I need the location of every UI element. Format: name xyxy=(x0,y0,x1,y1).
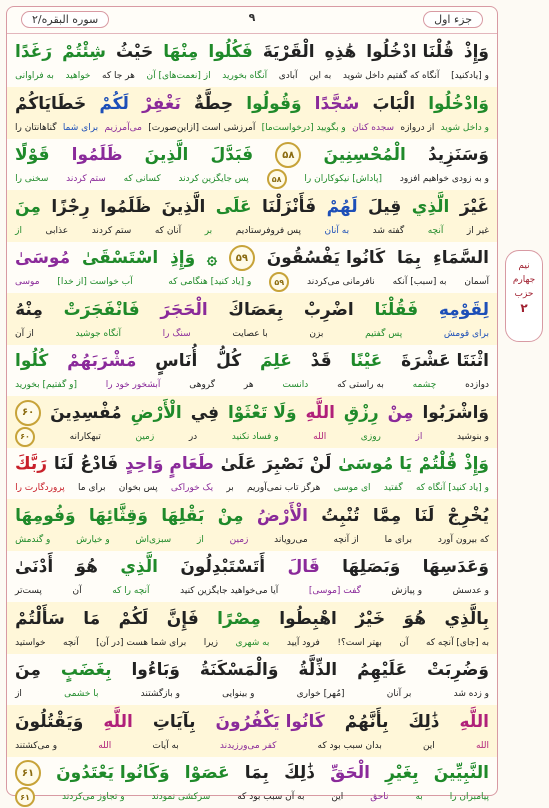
translation-word: الله xyxy=(98,740,112,751)
ayah-number-marker: ۶۱ xyxy=(15,760,41,786)
translation-word: از xyxy=(197,534,204,545)
arabic-word: مَشْرَبَهُمْ xyxy=(67,351,137,371)
hizb-label: حزب xyxy=(514,289,534,299)
arabic-word: الْأَرْضُ xyxy=(256,505,308,526)
arabic-line xyxy=(15,140,489,170)
translation-word: و به زودی خواهیم افزود xyxy=(399,174,489,184)
translation-word: می‌آمرزیم xyxy=(104,122,142,133)
translation-word: آنگاه بخورید xyxy=(222,71,268,81)
arabic-word: يَا مُوسَىٰ xyxy=(338,454,412,474)
ayah-number-marker: ۵۹ xyxy=(269,272,289,292)
arabic-line xyxy=(15,449,489,479)
translation-word: این xyxy=(422,740,435,751)
arabic-line xyxy=(15,552,489,582)
translation-word: موسی xyxy=(15,277,40,287)
translation-word: آن xyxy=(399,637,409,648)
translation-word: آنچه xyxy=(427,225,444,236)
translation-word: هر xyxy=(243,380,254,390)
arabic-word: كُلُوا xyxy=(15,351,49,371)
translation-word: ای موسی xyxy=(333,483,371,493)
arabic-word: لِقَوْمِهِ xyxy=(438,299,489,320)
arabic-word: وَضُرِبَتْ xyxy=(427,660,489,680)
arabic-word: اهْبِطُوا xyxy=(279,608,337,629)
arabic-word: ذَٰلِكَ xyxy=(408,711,440,732)
translation-word: زمین xyxy=(229,534,249,545)
translation-word: [مُهر] خواری xyxy=(296,689,345,699)
translation-word: از آن xyxy=(15,328,34,339)
translation-word: از xyxy=(15,225,22,236)
translation-word: برای ما xyxy=(78,483,106,493)
arabic-word: اثْنَتَا عَشْرَةَ xyxy=(401,351,489,371)
translation-word: فرود آیید xyxy=(286,637,320,648)
arabic-word: مِنْهُ xyxy=(15,299,43,320)
translation-word: آمرزشی است [ازاین‌صورت] xyxy=(148,122,256,133)
translation-word: از xyxy=(415,431,423,442)
arabic-word: السَّمَاءِ xyxy=(433,248,489,268)
arabic-word: عَلَىٰ xyxy=(220,454,257,474)
arabic-word: وَكَانُوا يَعْتَدُونَ xyxy=(56,763,170,783)
arabic-line xyxy=(15,243,489,273)
translation-word: به [جای] آنچه که xyxy=(425,637,489,648)
translation-line xyxy=(15,583,489,599)
arabic-word: وَلَا تَعْثَوْا xyxy=(227,402,297,423)
arabic-word: عَلِمَ xyxy=(259,351,292,371)
arabic-word: وَإِذِ xyxy=(170,248,196,268)
translation-word: با عصایت xyxy=(232,328,268,339)
arabic-word: لَنَا xyxy=(414,505,435,526)
translation-word: و گندمش xyxy=(15,534,51,545)
verse-row xyxy=(7,138,497,190)
translation-line xyxy=(15,120,489,136)
arabic-word: رِزْقِ xyxy=(343,402,379,423)
translation-word: الله xyxy=(475,740,489,751)
ayah-number-marker: ۵۸ xyxy=(267,169,287,189)
translation-word: سخنی را xyxy=(15,174,49,184)
translation-word: یک خوراکی xyxy=(170,483,214,493)
arabic-word: رَبَّكَ xyxy=(15,454,48,474)
arabic-word: مَا xyxy=(83,608,101,629)
translation-line xyxy=(15,635,489,651)
arabic-line xyxy=(15,346,489,376)
arabic-word: بِآيَاتِ xyxy=(152,711,196,732)
arabic-word: مِصْرًا xyxy=(217,608,261,629)
arabic-word: وَسَنَزِيدُ xyxy=(427,145,489,165)
translation-word: برای شما هست [در آن] xyxy=(96,637,187,648)
arabic-word: أُنَاسٍ xyxy=(155,351,198,371)
verse-row xyxy=(7,447,497,499)
translation-word: پس فروفرستادیم xyxy=(235,225,301,236)
arabic-word: مِنْهَا xyxy=(163,42,199,62)
arabic-word: الَّذِينَ xyxy=(161,196,206,217)
arabic-word: فَإِنَّ xyxy=(166,608,199,629)
translation-word: چشمه xyxy=(412,380,437,390)
arabic-word: لَنْ نَصْبِرَ xyxy=(263,454,332,474)
page-number: ۹ xyxy=(248,11,256,24)
translation-word: خواستید xyxy=(15,637,46,648)
translation-word: بدان سبب بود که xyxy=(317,740,382,751)
translation-word: و داخل شوید xyxy=(440,122,489,133)
mushaf-page xyxy=(6,6,498,802)
translation-word: از آنچه xyxy=(333,534,359,545)
translation-word: پروردگارت را xyxy=(15,483,65,493)
arabic-word: مِنْ xyxy=(217,505,244,526)
juz-label: جزء اول xyxy=(423,11,483,28)
arabic-word: بِأَنَّهُمْ xyxy=(344,711,389,732)
verse-row xyxy=(7,35,497,87)
arabic-word: مِنَ xyxy=(15,196,41,217)
translation-word: و زده شد xyxy=(453,689,489,699)
arabic-word: هَٰذِهِ xyxy=(324,42,357,62)
translation-word: دوازده xyxy=(465,380,489,390)
arabic-word: بِعَصَاكَ xyxy=(228,299,284,320)
translation-word: و بگویید [درخواست‌ما] xyxy=(261,122,346,133)
translation-line xyxy=(15,377,489,393)
translation-word: ناحق xyxy=(370,792,389,802)
arabic-word: لَهُمْ xyxy=(326,196,358,217)
translation-word: آب خواست [از خدا] xyxy=(57,277,133,287)
arabic-word: مُفْسِدِينَ xyxy=(50,402,122,423)
translation-word: بهتر است؟! xyxy=(337,637,382,648)
translation-word: خواهید xyxy=(65,71,91,81)
arabic-word: النَّبِيِّينَ xyxy=(433,763,489,783)
translation-line xyxy=(15,686,489,702)
ayah-number-marker: ۶۰ xyxy=(15,400,41,426)
arabic-word: كُلُّ xyxy=(216,351,242,371)
translation-word: برای شما xyxy=(62,122,99,133)
translation-word: گفتید xyxy=(383,483,403,493)
arabic-word: اضْرِبْ xyxy=(303,299,354,320)
translation-line xyxy=(15,532,489,548)
arabic-word: وَقُولُوا xyxy=(246,93,302,114)
translation-word: سجده کنان xyxy=(352,122,395,133)
translation-word: به آیات xyxy=(152,740,179,751)
arabic-line xyxy=(15,37,489,67)
page-header xyxy=(7,7,497,34)
arabic-word: وَإِذْ xyxy=(463,454,489,474)
arabic-word: وَقِثَّائِهَا xyxy=(88,505,148,526)
translation-word: به این xyxy=(309,71,332,81)
translation-word: زیرا xyxy=(203,637,219,648)
arabic-word: سَأَلْتُمْ xyxy=(15,608,65,629)
translation-word: [پاداش] نیکوکاران را xyxy=(304,174,383,184)
translation-word: از xyxy=(15,689,22,699)
arabic-word: شِئْتُمْ xyxy=(62,42,107,62)
translation-word: و بینوایی xyxy=(222,689,255,699)
arabic-word: وَبَاءُوا xyxy=(131,660,180,680)
translation-word: از دروازه xyxy=(400,122,435,133)
translation-word: و بازگشتند xyxy=(140,689,180,699)
arabic-word: اسْتَسْقَىٰ xyxy=(81,248,159,268)
arabic-word: لَكُمْ xyxy=(99,93,129,114)
translation-word: و می‌کشتند xyxy=(15,740,58,751)
arabic-word: لَكُمْ xyxy=(118,608,149,629)
translation-word: دانست xyxy=(282,380,309,390)
arabic-word: مِنْ xyxy=(387,402,414,423)
translation-word: غیر از xyxy=(466,225,489,236)
arabic-word: عَيْنًا xyxy=(350,351,383,371)
translation-word: که بیرون آورد xyxy=(437,534,489,545)
arabic-word: قُلْنَا ادْخُلُوا xyxy=(366,42,454,62)
translation-line xyxy=(15,326,489,342)
arabic-word: وَاشْرَبُوا xyxy=(422,402,489,423)
translation-word: تبهکارانه xyxy=(69,431,101,442)
surah-label: سوره البقره/۲ xyxy=(21,11,109,28)
arabic-word: بَقْلِهَا xyxy=(161,505,205,526)
arabic-word: هُوَ xyxy=(403,608,426,629)
arabic-word: اللَّهِ xyxy=(459,711,489,732)
translation-word: پیامبران را xyxy=(449,792,489,802)
arabic-word: وَبَصَلِهَا xyxy=(342,557,401,577)
arabic-word: قُلْتُمْ xyxy=(418,454,458,474)
translation-word: هرگز تاب نمی‌آوریم xyxy=(247,483,321,493)
translation-line xyxy=(15,171,489,187)
translation-word: نافرمانی می‌کردند xyxy=(307,277,375,287)
translation-word: به شهری xyxy=(235,637,270,648)
translation-word: آبشخور خود را xyxy=(105,380,161,390)
verse-row xyxy=(7,396,497,448)
translation-word: و [یاد کنید] آنگاه که xyxy=(415,483,489,493)
ayah-number-marker: ۵۹ xyxy=(229,245,255,271)
arabic-word: حَيْثُ xyxy=(116,42,154,62)
translation-word: به راستی که xyxy=(337,380,384,390)
arabic-word: الْمُحْسِنِينَ xyxy=(323,145,406,165)
arabic-word: فَأَنْزَلْنَا xyxy=(261,196,317,217)
translation-word: آن xyxy=(72,586,82,596)
translation-word: برای ما xyxy=(384,534,413,545)
arabic-line xyxy=(15,604,489,634)
translation-word: گفته شد xyxy=(372,225,405,236)
verse-row xyxy=(7,87,497,139)
translation-word: در xyxy=(188,431,198,442)
arabic-word: وَيَقْتُلُونَ xyxy=(15,711,84,732)
arabic-word: مِنَ xyxy=(15,660,41,680)
verse-row xyxy=(7,602,497,654)
arabic-word: ظَلَمُوا xyxy=(100,196,152,217)
verse-row xyxy=(7,190,497,242)
translation-word: بر آنان xyxy=(386,689,412,699)
arabic-word: بِمَا xyxy=(396,248,422,268)
translation-word: و [یادکنید] xyxy=(451,71,489,81)
translation-word: روزی xyxy=(360,431,381,442)
translation-word: این xyxy=(331,792,344,802)
translation-word: بزن xyxy=(309,328,324,339)
hizb-quarter-label: نیم جهارم xyxy=(512,261,536,285)
arabic-word: رِجْزًا xyxy=(51,196,90,217)
arabic-word: الَّذِي xyxy=(411,196,450,217)
translation-word: کفر می‌ورزیدند xyxy=(219,740,277,751)
translation-word: هر جا که xyxy=(102,71,135,81)
arabic-word: طَعَامٍ وَاحِدٍ xyxy=(124,454,214,474)
arabic-word: الْأَرْضِ xyxy=(130,402,182,423)
arabic-word: هُوَ xyxy=(75,557,98,577)
translation-word: سبزی‌اش xyxy=(135,534,172,545)
translation-line xyxy=(15,223,489,239)
arabic-word: ذَٰلِكَ xyxy=(284,763,315,783)
translation-word: ستم کردند xyxy=(66,174,106,184)
translation-word: و پیازش xyxy=(391,586,423,596)
arabic-word: الْحَقِّ xyxy=(330,763,370,783)
arabic-line xyxy=(15,758,489,788)
translation-word: به آن سبب بود که xyxy=(237,792,305,802)
translation-word: آیا می‌خواهید جایگزین کنید xyxy=(180,586,279,596)
arabic-line xyxy=(15,501,489,531)
translation-line xyxy=(15,429,489,445)
arabic-word: فَادْعُ xyxy=(80,454,119,474)
arabic-word: تُنْبِتُ xyxy=(321,505,360,526)
translation-word: زمین xyxy=(135,431,155,442)
arabic-word: قِيلَ xyxy=(368,196,402,217)
verse-row xyxy=(7,344,497,396)
translation-word: آنچه xyxy=(63,637,79,648)
verse-row xyxy=(7,756,497,808)
translation-word: گناهانتان را xyxy=(15,122,57,133)
arabic-word: الذِّلَّةُ xyxy=(298,660,338,680)
translation-word: به فراوانی xyxy=(15,71,54,81)
arabic-line xyxy=(15,89,489,119)
arabic-word: بِمَا xyxy=(244,763,269,783)
arabic-word: فَقُلْنَا xyxy=(374,299,419,320)
arabic-word: اللَّهِ xyxy=(103,711,133,732)
arabic-word: الْحَجَرَ xyxy=(160,299,208,320)
translation-word: آنان که xyxy=(154,225,182,236)
translation-word: و عدسش xyxy=(452,586,489,596)
arabic-word: فِي xyxy=(190,402,220,423)
arabic-word: غَيْرَ xyxy=(459,196,489,217)
arabic-word: ۞ xyxy=(207,248,218,269)
arabic-word: مُوسَىٰ xyxy=(15,248,71,268)
arabic-word: لَنَا xyxy=(53,454,74,474)
translation-word: عذابی xyxy=(45,225,69,236)
translation-word: بر xyxy=(226,483,234,493)
translation-word: برای قومش xyxy=(443,328,489,339)
arabic-word: كَانُوا يَفْسُقُونَ xyxy=(266,248,386,268)
verse-row xyxy=(7,550,497,602)
verse-row xyxy=(7,241,497,293)
verse-row xyxy=(7,705,497,757)
arabic-word: وَإِذْ xyxy=(463,42,489,62)
translation-word: پس بخوان xyxy=(118,483,158,493)
hizb-number: ۲ xyxy=(520,301,528,315)
hizb-marker xyxy=(505,250,543,342)
arabic-word: وَالْمَسْكَنَةُ xyxy=(199,660,279,680)
arabic-line xyxy=(15,192,489,222)
arabic-line xyxy=(15,398,489,428)
translation-word: و تجاوز می‌کردند xyxy=(61,792,125,802)
translation-word: آنگاه جوشید xyxy=(75,328,121,339)
arabic-word: كَانُوا يَكْفُرُونَ xyxy=(215,711,325,732)
translation-word: پس جایگزین کردند xyxy=(178,174,249,184)
translation-word: الله xyxy=(313,431,327,442)
translation-line xyxy=(15,738,489,754)
arabic-word: وَفُومِهَا xyxy=(15,505,76,526)
arabic-word: خَيْرٌ xyxy=(355,608,386,629)
arabic-word: فَانْفَجَرَتْ xyxy=(63,299,140,320)
arabic-word: بِغَضَبٍ xyxy=(60,660,112,680)
arabic-word: عَلَيْهِمُ xyxy=(357,660,408,680)
arabic-word: مِمَّا xyxy=(372,505,402,526)
translation-word: و خیارش xyxy=(76,534,110,545)
translation-word: و [یاد کنید] هنگامی که xyxy=(168,277,252,287)
translation-line xyxy=(15,274,489,290)
translation-word: آبادی xyxy=(278,71,298,81)
translation-word: و بنوشید xyxy=(456,431,489,442)
arabic-word: أَتَسْتَبْدِلُونَ xyxy=(180,557,266,577)
arabic-word: وَعَدَسِهَا xyxy=(422,557,489,577)
arabic-word: اللَّهِ xyxy=(305,402,335,423)
translation-word: با خشمی xyxy=(64,689,99,699)
translation-word: کسانی که xyxy=(123,174,161,184)
arabic-word: سُجَّدًا xyxy=(314,93,360,114)
arabic-word: خَطَايَاكُمْ xyxy=(15,93,87,114)
translation-word: ستم کردند xyxy=(91,225,132,236)
arabic-word: ظَلَمُوا xyxy=(71,145,123,165)
translation-word: پست‌تر xyxy=(15,586,42,596)
arabic-line xyxy=(15,295,489,325)
arabic-line xyxy=(15,707,489,737)
translation-word: سنگ را xyxy=(162,328,191,339)
translation-word: سرکشی نمودند xyxy=(151,792,211,802)
ayah-number-marker: ۶۰ xyxy=(15,427,35,447)
arabic-line xyxy=(15,655,489,685)
arabic-word: حِطَّةٌ xyxy=(194,93,234,114)
arabic-word: الْبَابَ xyxy=(372,93,416,114)
arabic-word: فَبَدَّلَ xyxy=(210,145,254,165)
arabic-word: نَغْفِرْ xyxy=(142,93,181,114)
arabic-word: الْقَرْيَةَ xyxy=(262,42,315,62)
translation-word: و فساد نکنید xyxy=(231,431,279,442)
translation-word: از [نعمت‌های] آن xyxy=(146,71,211,81)
ayah-number-marker: ۵۸ xyxy=(275,142,301,168)
verse-row xyxy=(7,653,497,705)
translation-word: آنگاه که گفتیم داخل شوید xyxy=(342,71,440,81)
ayah-number-marker: ۶۱ xyxy=(15,787,35,807)
translation-word: به آنان xyxy=(324,225,350,236)
translation-word: گروهی xyxy=(189,380,216,390)
arabic-word: رَغَدًا xyxy=(15,42,53,62)
arabic-word: الَّذِينَ xyxy=(144,145,189,165)
arabic-word: قَوْلًا xyxy=(15,145,50,165)
translation-word: به xyxy=(415,792,423,802)
arabic-word: قَالَ xyxy=(287,557,320,577)
arabic-word: عَلَى xyxy=(215,196,252,217)
translation-word: می‌رویاند xyxy=(274,534,308,545)
translation-word: پس گفتیم xyxy=(365,328,403,339)
verse-row xyxy=(7,499,497,551)
arabic-word: بِالَّذِي xyxy=(444,608,489,629)
arabic-word: وَادْخُلُوا xyxy=(428,93,489,114)
arabic-word: أَدْنَىٰ xyxy=(15,557,54,577)
translation-word: بر xyxy=(204,225,213,236)
arabic-word: فَكُلُوا xyxy=(208,42,253,62)
arabic-word: الَّذِي xyxy=(120,557,158,577)
arabic-word: يُخْرِجْ xyxy=(447,505,489,526)
translation-word: آنچه را که xyxy=(112,586,150,596)
translation-word: آسمان xyxy=(464,277,489,287)
arabic-word: بِغَيْرِ xyxy=(385,763,419,783)
translation-word: گفت [موسی] xyxy=(308,586,361,596)
translation-word: به [سبب] آنکه xyxy=(392,277,447,287)
arabic-word: قَدْ xyxy=(310,351,332,371)
translation-line xyxy=(15,68,489,84)
translation-line xyxy=(15,480,489,496)
translation-word: [و گفتیم] بخورید xyxy=(15,380,77,390)
translation-line xyxy=(15,789,489,805)
arabic-word: عَصَوْا xyxy=(184,763,230,783)
verse-row xyxy=(7,293,497,345)
